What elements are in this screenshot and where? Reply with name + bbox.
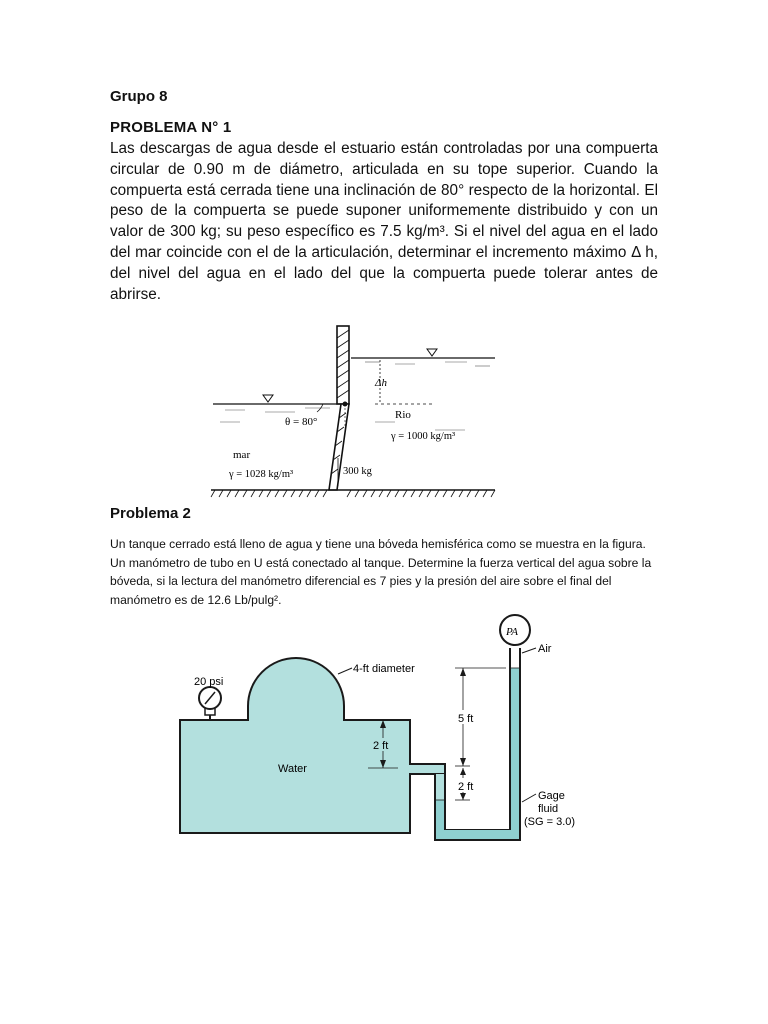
- problem1-text: Las descargas de agua desde el estuario están controladas por una compuerta circular de 0.90 m de diámetro, articulada en su tope superior. Cuando la compuerta está cerrada tiene una inclinación de 80° respecto de la horizontal. El peso de la compuerta se puede suponer uniformemente distribuido y con un valor de 300 kg; su peso específico es 7.5 kg/m³. Si el nivel del agua en el lado del mar coincide con el de la articulación, determinar el incremento máximo Δ h, del nivel del agua en el lado del que la compuerta puede tolerar antes de abrirse.: [110, 140, 658, 303]
- problem2-text: Un tanque cerrado está lleno de agua y tiene una bóveda hemisférica como se muestra en la figura. Un manómetro de tubo en U está conectado al tanque. Determine la fuerza vertical del agua sobre la bóveda, si la lectura del manómetro diferencial es 7 pies y la presión del aire sobre el final del manómetro es de 12.6 Lb/pulg².: [110, 537, 652, 607]
- group-title: Grupo 8: [110, 88, 168, 105]
- tank-figure: [170, 608, 600, 846]
- weight-label: 300 kg: [343, 466, 372, 477]
- theta-label: θ = 80°: [285, 416, 318, 428]
- gamma-mar-label: γ = 1028 kg/m³: [229, 469, 294, 480]
- air-label: Air: [538, 643, 552, 655]
- gate-figure: [205, 318, 505, 500]
- inclined-gate: [329, 404, 349, 490]
- rio-label: Rio: [395, 409, 411, 421]
- five-ft-label: 5 ft: [458, 713, 474, 725]
- two-ft-pipe-label: 2 ft: [458, 781, 474, 793]
- delta-h-label: Δh: [375, 377, 387, 389]
- pa-label: PA: [506, 626, 519, 638]
- gage-fluid-label-3: (SG = 3.0): [524, 816, 576, 828]
- gauge-label: 20 psi: [194, 676, 224, 688]
- problem1-title: PROBLEMA N° 1: [110, 119, 232, 136]
- problem2-title: Problema 2: [110, 505, 191, 522]
- sea-level-marker: [263, 395, 273, 402]
- mar-label: mar: [233, 449, 251, 461]
- gage-fluid-label-2: fluid: [538, 803, 559, 815]
- gage-fluid-label-1: Gage: [538, 790, 565, 802]
- water-label: Water: [278, 763, 307, 775]
- gamma-rio-label: γ = 1000 kg/m³: [391, 431, 456, 442]
- gage-fluid: [436, 668, 519, 839]
- river-level-marker: [427, 349, 437, 356]
- diameter-label: 4-ft diameter: [353, 663, 415, 675]
- wall: [337, 326, 349, 404]
- dome-height-label: 2 ft: [373, 740, 389, 752]
